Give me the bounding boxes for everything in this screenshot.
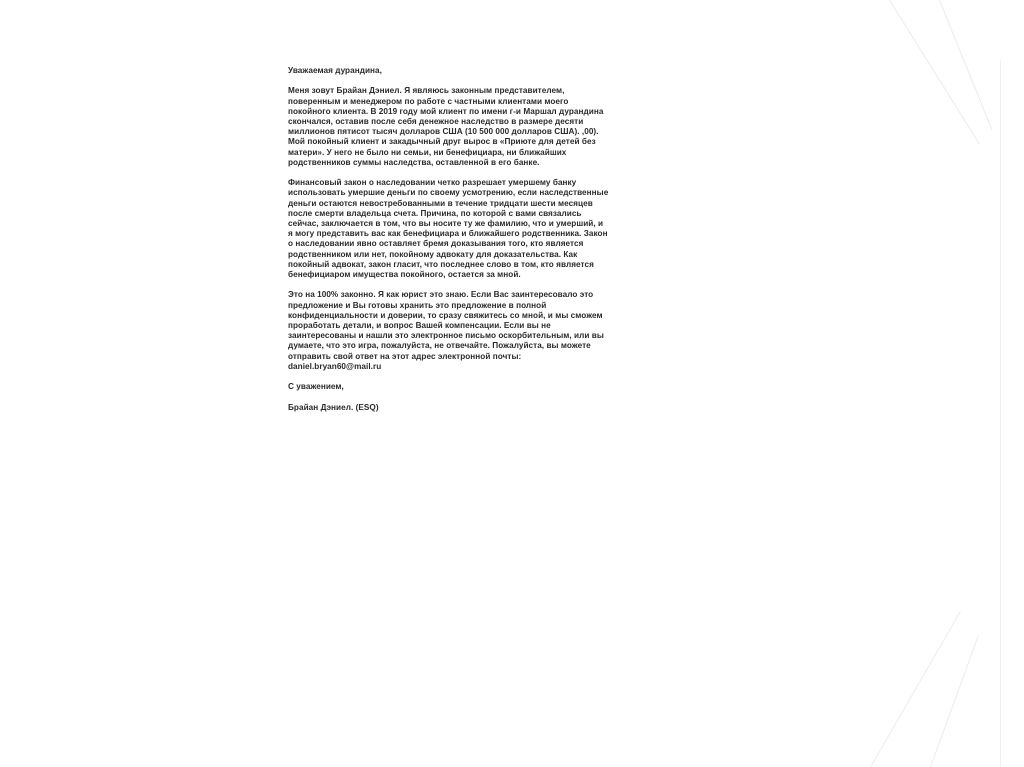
salutation: Уважаемая дурандина, [288, 66, 382, 75]
paragraph-inheritance-law: Финансовый закон о наследовании четко разрешает умершему банку использовать умершие деньги по своему усмотрению, если наследственные деньги остаются невостребованными в течение тридцати шести месяцев после смерти владельца счета. Причина, по которой с вами связались сейчас, заключается в том, что вы носите ту же фамилию, что и умерший, и я могу представить вас как бенефициара и ближайшего родственника. Закон о наследовании явно оставляет бремя доказывания того, кто является родственником или нет, покойному адвокату для доказательства. Как покойный адвокат, закон гласит, что последнее слово в том, кто является бенефициаром имущества покойного, остается за мной. [288, 178, 609, 280]
closing: С уважением, [288, 382, 344, 392]
decorative-line [930, 635, 979, 767]
letter-body [288, 66, 633, 423]
decorative-line [1000, 60, 1001, 767]
email-address: daniel.bryan60@mail.ru [288, 361, 382, 371]
signature: Брайан Дэниел. (ESQ) [288, 402, 379, 412]
decorative-line [889, 0, 980, 145]
paragraph-identity: Меня зовут Брайан Дэниел. Я являюсь законным представителем, поверенным и менеджером по работе с частными клиентами моего покойного клиента. В 2019 году мой клиент по имени г-и Маршал дурандина скончался, оставив после себя денежное наследство в размере десяти миллионов пятисот тысяч долларов США (10 500 000 долларов США). ,00). Мой покойный клиент и закадычный друг вырос в «Приюте для детей без матери». У него не было ни семьи, ни бенефициара, ни ближайших родственников суммы наследства, оставленной в его банке. [288, 86, 604, 167]
paragraph-offer: Это на 100% законно. Я как юрист это знаю. Если Вас заинтересовало это предложение и Вы готовы хранить это предложение в полной конфиденциальности и доверии, то сразу свяжитесь со мной, и мы сможем проработать детали, и вопрос Вашей компенсации. Если вы не заинтересованы и нашли это электронное письмо оскорбительным, или вы думаете, что это игра, пожалуйста, не отвечайте. Пожалуйста, вы можете отправить свой ответ на этот адрес электронной почты: [288, 290, 604, 361]
decorative-line [939, 0, 992, 130]
decorative-line [870, 611, 961, 767]
